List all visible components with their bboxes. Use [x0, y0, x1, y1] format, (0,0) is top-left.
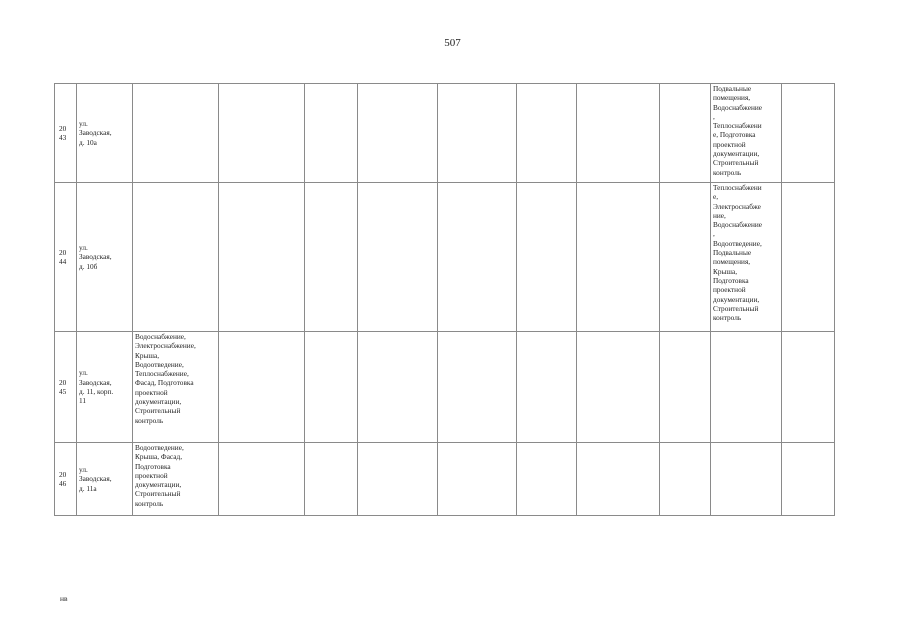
table-row	[55, 332, 835, 443]
empty-cell	[305, 84, 358, 183]
empty-cell	[305, 443, 358, 516]
empty-cell	[577, 183, 660, 332]
works-cell: Теплоснабжени е, Электроснабже ние, Водоснабжение , Водоотведение, Подвальные помещения, Крыша, Подготовка проектной документации, Строительный контроль	[711, 183, 782, 332]
footer-note: нв	[60, 594, 68, 603]
empty-cell	[517, 332, 577, 443]
empty-cell	[660, 84, 711, 183]
empty-cell	[219, 84, 305, 183]
empty-cell	[219, 332, 305, 443]
empty-cell	[782, 183, 835, 332]
empty-cell	[305, 332, 358, 443]
empty-cell	[660, 443, 711, 516]
row-number: 20 43	[55, 84, 77, 183]
empty-cell	[358, 332, 438, 443]
empty-cell	[517, 84, 577, 183]
empty-cell	[782, 84, 835, 183]
empty-cell	[577, 443, 660, 516]
row-number: 20 44	[55, 183, 77, 332]
works-cell: Водоотведение, Крыша, Фасад, Подготовка проектной документации, Строительный контроль	[133, 443, 219, 516]
empty-cell	[438, 183, 517, 332]
works-cell	[133, 183, 219, 332]
works-table	[54, 83, 835, 516]
works-cell	[133, 84, 219, 183]
empty-cell	[577, 332, 660, 443]
works-cell: Водоснабжение, Электроснабжение, Крыша, Водоотведение, Теплоснабжение, Фасад, Подготовка проектной документации, Строительный контроль	[133, 332, 219, 443]
works-cell	[711, 443, 782, 516]
empty-cell	[660, 332, 711, 443]
empty-cell	[219, 443, 305, 516]
address-cell: ул. Заводская, д. 10б	[77, 183, 133, 332]
empty-cell	[358, 183, 438, 332]
empty-cell	[517, 183, 577, 332]
works-cell: Подвальные помещения, Водоснабжение , Теплоснабжени е, Подготовка проектной документации, Строительный контроль	[711, 84, 782, 183]
empty-cell	[305, 183, 358, 332]
empty-cell	[517, 443, 577, 516]
empty-cell	[660, 183, 711, 332]
table-row	[55, 443, 835, 516]
empty-cell	[782, 443, 835, 516]
empty-cell	[358, 443, 438, 516]
address-cell: ул. Заводская, д. 10а	[77, 84, 133, 183]
empty-cell	[782, 332, 835, 443]
table-row	[55, 84, 835, 183]
address-cell: ул. Заводская, д. 11а	[77, 443, 133, 516]
address-cell: ул. Заводская, д. 11, корп. 11	[77, 332, 133, 443]
empty-cell	[219, 183, 305, 332]
table-row	[55, 183, 835, 332]
empty-cell	[438, 84, 517, 183]
empty-cell	[438, 332, 517, 443]
row-number: 20 46	[55, 443, 77, 516]
empty-cell	[438, 443, 517, 516]
empty-cell	[358, 84, 438, 183]
empty-cell	[577, 84, 660, 183]
page-number: 507	[444, 37, 461, 49]
works-cell	[711, 332, 782, 443]
row-number: 20 45	[55, 332, 77, 443]
